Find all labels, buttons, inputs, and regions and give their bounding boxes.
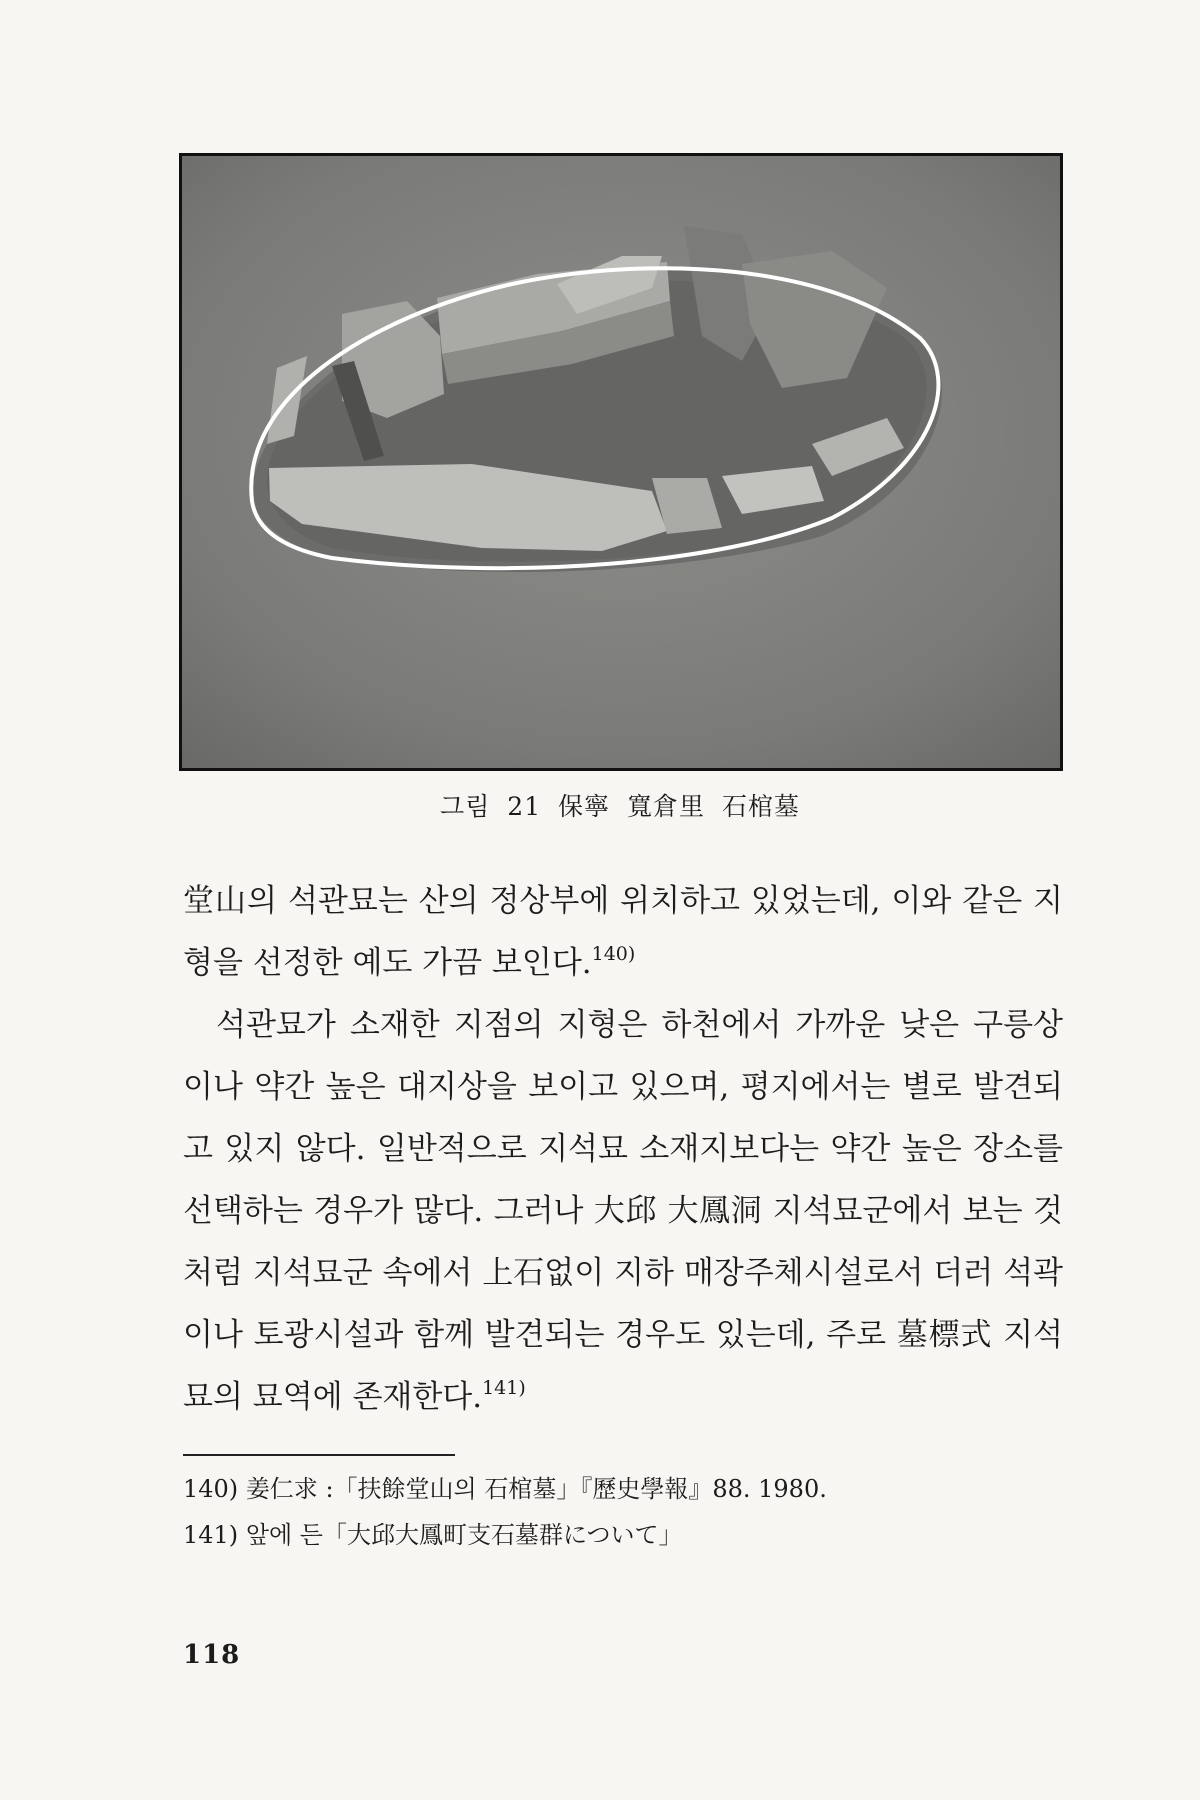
- footnote-number: 141): [183, 1521, 239, 1549]
- footnote-ref-140[interactable]: 140): [591, 943, 636, 965]
- footnote-text: 앞에 든「大邱大鳳町支石墓群について」: [245, 1521, 683, 1549]
- figure-photo: [179, 153, 1063, 771]
- body-text: [183, 870, 1063, 1428]
- paragraph-2-text: 석관묘가 소재한 지점의 지형은 하천에서 가까운 낮은 구릉상이나 약간 높은 대지상을 보이고 있으며, 평지에서는 별로 발견되고 있지 않다. 일반적으로 지석묘 소재지보다는 약간 높은 장소를 선택하는 경우가 많다. 그러나 大邱 大鳳洞 지석묘군에서 보는 것처럼 지석묘군 속에서 上石없이 지하 매장주체시설로서 더러 석곽이나 토광시설과 함께 발견되는 경우도 있는데, 주로 墓標式 지석묘의 묘역에 존재한다.: [183, 1007, 1063, 1415]
- footnote-text: 姜仁求 :「扶餘堂山의 石棺墓」『歷史學報』88. 1980.: [245, 1475, 827, 1503]
- figure-caption: 그림 21 保寧 寬倉里 石棺墓: [440, 792, 800, 821]
- paragraph-1-text: 堂山의 석관묘는 산의 정상부에 위치하고 있었는데, 이와 같은 지형을 선정한 예도 가끔 보인다.: [183, 883, 1063, 981]
- footnote-divider: [183, 1454, 455, 1456]
- stone-coffin-photo: [182, 156, 1060, 768]
- footnote-ref-141[interactable]: 141): [482, 1377, 526, 1399]
- footnotes: [183, 1466, 1063, 1558]
- paragraph-2: [183, 994, 1063, 1428]
- footnote-number: 140): [183, 1475, 239, 1503]
- paragraph-1: [183, 870, 1063, 994]
- page-number: 118: [183, 1640, 241, 1670]
- footnote-141: [183, 1512, 1063, 1558]
- footnote-140: [183, 1466, 1063, 1512]
